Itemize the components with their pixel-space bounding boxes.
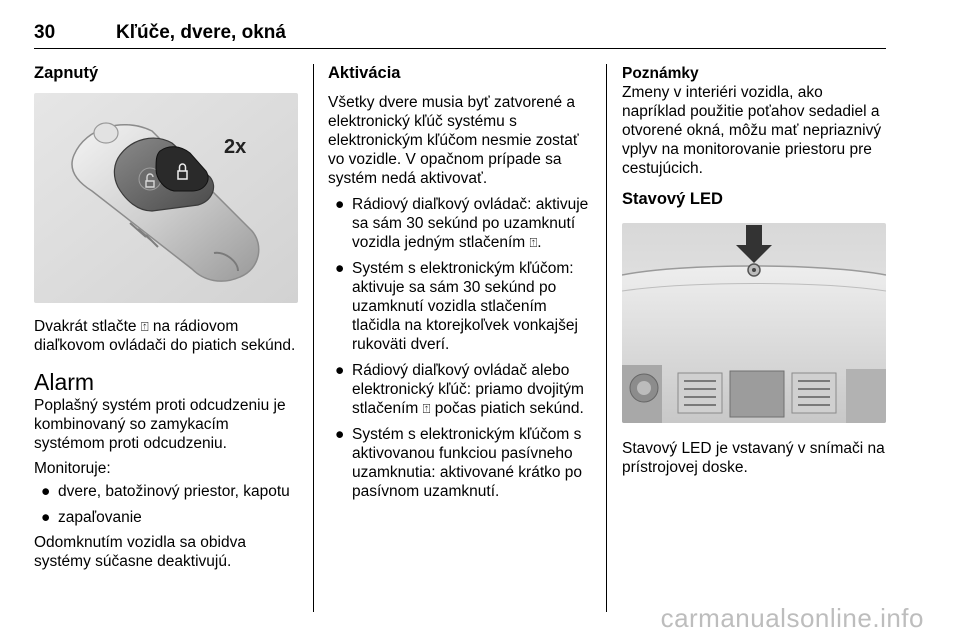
alarm-description: Poplašný systém proti odcudzeniu je kombinovaný so zamykacím systémom proti odcudzeniu. — [34, 397, 286, 452]
column-divider-2 — [606, 64, 607, 612]
column-left — [34, 64, 300, 571]
list-item: ● zapaľovanie — [41, 509, 142, 526]
led-heading: Stavový LED — [622, 190, 723, 208]
list-item: ● Systém s elektronickým kľúčom s aktivovanou funkciou pasívneho uzamknutia: aktivované krátko po pasívnom uzamknutí. — [335, 426, 583, 500]
page-header — [34, 0, 886, 49]
column-middle — [328, 64, 592, 508]
activation-list — [328, 195, 592, 501]
activation-intro: Všetky dvere musia byť zatvorené a elektronický kľúč systému s elektronickým kľúčom nesmie zostať vo vozidle. V opačnom prípade sa systém nedá aktivovať. — [328, 94, 579, 187]
lock-key-icon: ⍐ — [140, 319, 149, 334]
bullet-icon: ● — [41, 483, 51, 500]
list-item: ● Systém s elektronickým kľúčom: aktivuje sa sám 30 sekúnd po uzamknutí vozidla stlačením tlačidla na ktorejkoľvek vonkajšej rukoväti dverí. — [335, 260, 578, 353]
led-caption: Stavový LED je vstavaný v snímači na prístrojovej doske. — [622, 440, 885, 476]
lock-key-icon: ⍐ — [422, 401, 431, 416]
key-fob-figure — [34, 93, 298, 303]
bullet-icon: ● — [335, 196, 345, 213]
bullet-icon: ● — [335, 362, 345, 379]
press-count-label: 2x — [224, 136, 247, 158]
section-heading-on: Zapnutý — [34, 64, 99, 82]
column-divider-1 — [313, 64, 314, 612]
watermark: carmanualsonline.info — [660, 603, 924, 633]
dashboard-illustration — [622, 223, 886, 423]
note-text: Zmeny v interiéri vozidla, ako napríklad použitie poťahov sedadiel a otvorené okná, môžu mať nepriaznivý vplyv na monitorovanie priestoru pre cestujúcich. — [622, 84, 882, 177]
note-heading: Poznámky — [622, 65, 699, 82]
monitor-label: Monitoruje: — [34, 460, 111, 477]
lock-key-icon: ⍐ — [529, 235, 538, 250]
unlock-deactivation-text: Odomknutím vozidla sa obidva systémy súčasne deaktivujú. — [34, 534, 246, 570]
bullet-icon: ● — [41, 509, 51, 526]
key-fob-illustration — [34, 93, 298, 303]
caption-double-press: Dvakrát stlačte ⍐ na rádiovom diaľkovom ovládači do piatich sekúnd. — [34, 318, 296, 354]
list-item: ● Rádiový diaľkový ovládač alebo elektronický kľúč: priamo dvojitým stlačením ⍐ počas piatich sekúnd. — [335, 362, 584, 417]
column-right — [622, 64, 888, 477]
monitor-list — [34, 482, 300, 527]
activation-heading: Aktivácia — [328, 64, 401, 82]
bullet-icon: ● — [335, 426, 345, 443]
dashboard-led-figure — [622, 223, 886, 423]
page-number: 30 — [34, 22, 56, 43]
bullet-icon: ● — [335, 260, 345, 277]
list-item: ● dvere, batožinový priestor, kapotu — [41, 483, 290, 500]
list-item: ● Rádiový diaľkový ovládač: aktivuje sa sám 30 sekúnd po uzamknutí vozidla jedným stlačením ⍐. — [335, 196, 589, 251]
alarm-heading: Alarm — [34, 369, 95, 395]
chapter-title: Kľúče, dvere, okná — [116, 22, 286, 43]
